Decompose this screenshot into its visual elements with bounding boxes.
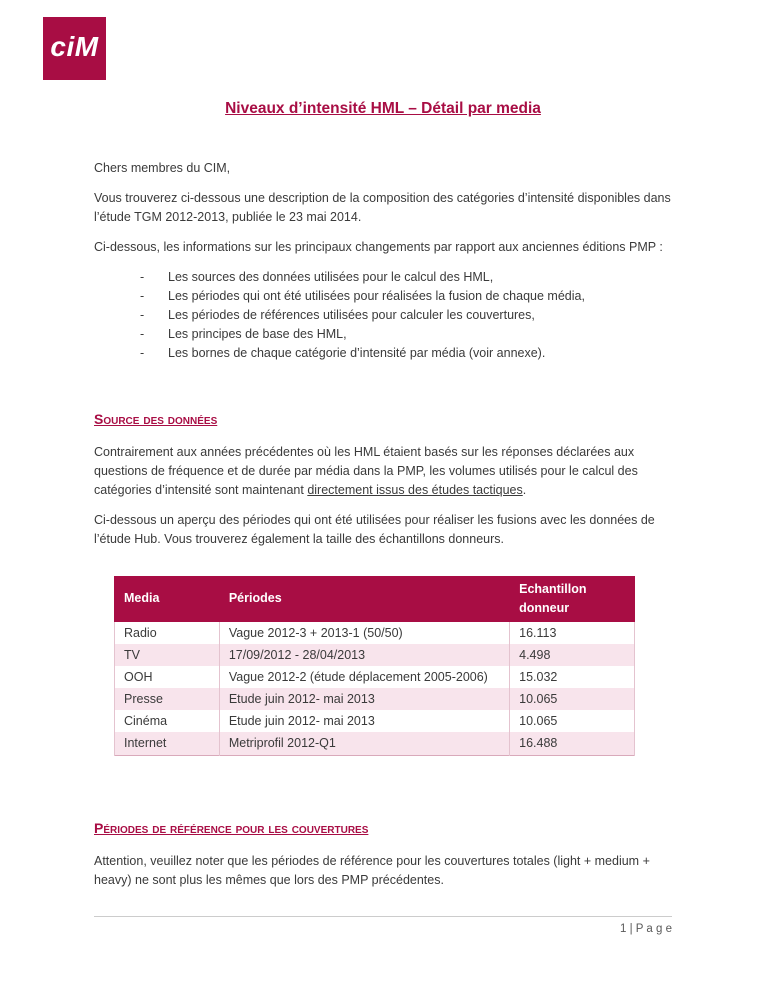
- cell-media: Internet: [115, 732, 220, 755]
- cell-periodes: Metriprofil 2012-Q1: [219, 732, 509, 755]
- table-row: [115, 644, 635, 666]
- cell-echantillon: 4.498: [510, 644, 635, 666]
- section-heading-periodes-de-reference: Périodes de référence pour les couvertures: [94, 819, 369, 836]
- list-item: [140, 344, 672, 363]
- changes-bullet-list: [94, 268, 672, 363]
- table-header-row: [115, 576, 635, 621]
- cim-logo-text: ciM: [50, 30, 99, 62]
- page-title: Niveaux d’intensité HML – Détail par media: [225, 100, 541, 117]
- table-row: [115, 688, 635, 710]
- bullet-marker: -: [140, 307, 145, 322]
- source-paragraph-1: [94, 443, 672, 500]
- cell-media: Cinéma: [115, 710, 220, 732]
- cell-media: OOH: [115, 666, 220, 688]
- fusion-periods-table: [114, 576, 635, 756]
- list-item: [140, 287, 672, 306]
- list-item-text: Les principes de base des HML,: [168, 326, 347, 341]
- table-row: [115, 710, 635, 732]
- cell-echantillon: 16.113: [510, 621, 635, 644]
- cell-periodes: Vague 2012-2 (étude déplacement 2005-2006): [219, 666, 509, 688]
- table-row: [115, 621, 635, 644]
- cim-logo: [43, 17, 106, 80]
- cell-media: Presse: [115, 688, 220, 710]
- table-body: [115, 621, 635, 755]
- source-paragraph-1-before: Contrairement aux années précédentes où les HML étaient basés sur les réponses déclarées aux questions de fréquence et de durée par média dans la PMP, les volumes utilisés pour le calcul des catégories d’intensité sont maintenant: [94, 444, 638, 497]
- section-heading-source-des-donnees: Source des données: [94, 410, 218, 427]
- column-header-periodes: Périodes: [219, 576, 509, 621]
- list-item-text: Les bornes de chaque catégorie d’intensité par média (voir annexe).: [168, 345, 546, 360]
- list-item-text: Les périodes de références utilisées pour calculer les couvertures,: [168, 307, 535, 322]
- salutation: Chers membres du CIM,: [94, 160, 231, 175]
- table-header: [115, 576, 635, 621]
- cell-periodes: Vague 2012-3 + 2013-1 (50/50): [219, 621, 509, 644]
- intro-paragraph-1: Vous trouverez ci-dessous une description de la composition des catégories d’intensité disponibles dans l’étude TGM 2012-2013, publiée le 23 mai 2014.: [94, 190, 671, 224]
- list-item-text: Les périodes qui ont été utilisées pour réalisées la fusion de chaque média,: [168, 288, 585, 303]
- periods-paragraph-1: Attention, veuillez noter que les périodes de référence pour les couvertures totales (light + medium + heavy) ne sont plus les mêmes que lors des PMP précédentes.: [94, 853, 650, 887]
- source-paragraph-2: Ci-dessous un aperçu des périodes qui ont été utilisées pour réaliser les fusions avec les données de l’étude Hub. Vous trouverez également la taille des échantillons donneurs.: [94, 512, 655, 546]
- column-header-media: Media: [115, 576, 220, 621]
- cell-periodes: 17/09/2012 - 28/04/2013: [219, 644, 509, 666]
- list-item: [140, 325, 672, 344]
- bullet-marker: -: [140, 345, 145, 360]
- intro-paragraph-2: Ci-dessous, les informations sur les principaux changements par rapport aux anciennes éditions PMP :: [94, 239, 663, 254]
- document-content: [94, 97, 672, 901]
- bullet-marker: -: [140, 288, 145, 303]
- cell-media: Radio: [115, 621, 220, 644]
- list-item: [140, 306, 672, 325]
- source-paragraph-1-underlined: directement issus des études tactiques: [307, 482, 523, 497]
- cell-periodes: Etude juin 2012- mai 2013: [219, 710, 509, 732]
- cell-periodes: Etude juin 2012- mai 2013: [219, 688, 509, 710]
- list-item-text: Les sources des données utilisées pour le calcul des HML,: [168, 269, 494, 284]
- bullet-marker: -: [140, 269, 145, 284]
- cell-echantillon: 10.065: [510, 688, 635, 710]
- source-paragraph-1-after: .: [522, 482, 527, 497]
- cell-echantillon: 15.032: [510, 666, 635, 688]
- cell-media: TV: [115, 644, 220, 666]
- page-number: 1 | P a g e: [619, 923, 672, 935]
- footer-divider: [94, 916, 672, 917]
- cell-echantillon: 10.065: [510, 710, 635, 732]
- column-header-echantillon-donneur: Echantillon donneur: [510, 576, 635, 621]
- bullet-marker: -: [140, 326, 145, 341]
- table-row: [115, 666, 635, 688]
- list-item: [140, 268, 672, 287]
- cell-echantillon: 16.488: [510, 732, 635, 755]
- table-row: [115, 732, 635, 755]
